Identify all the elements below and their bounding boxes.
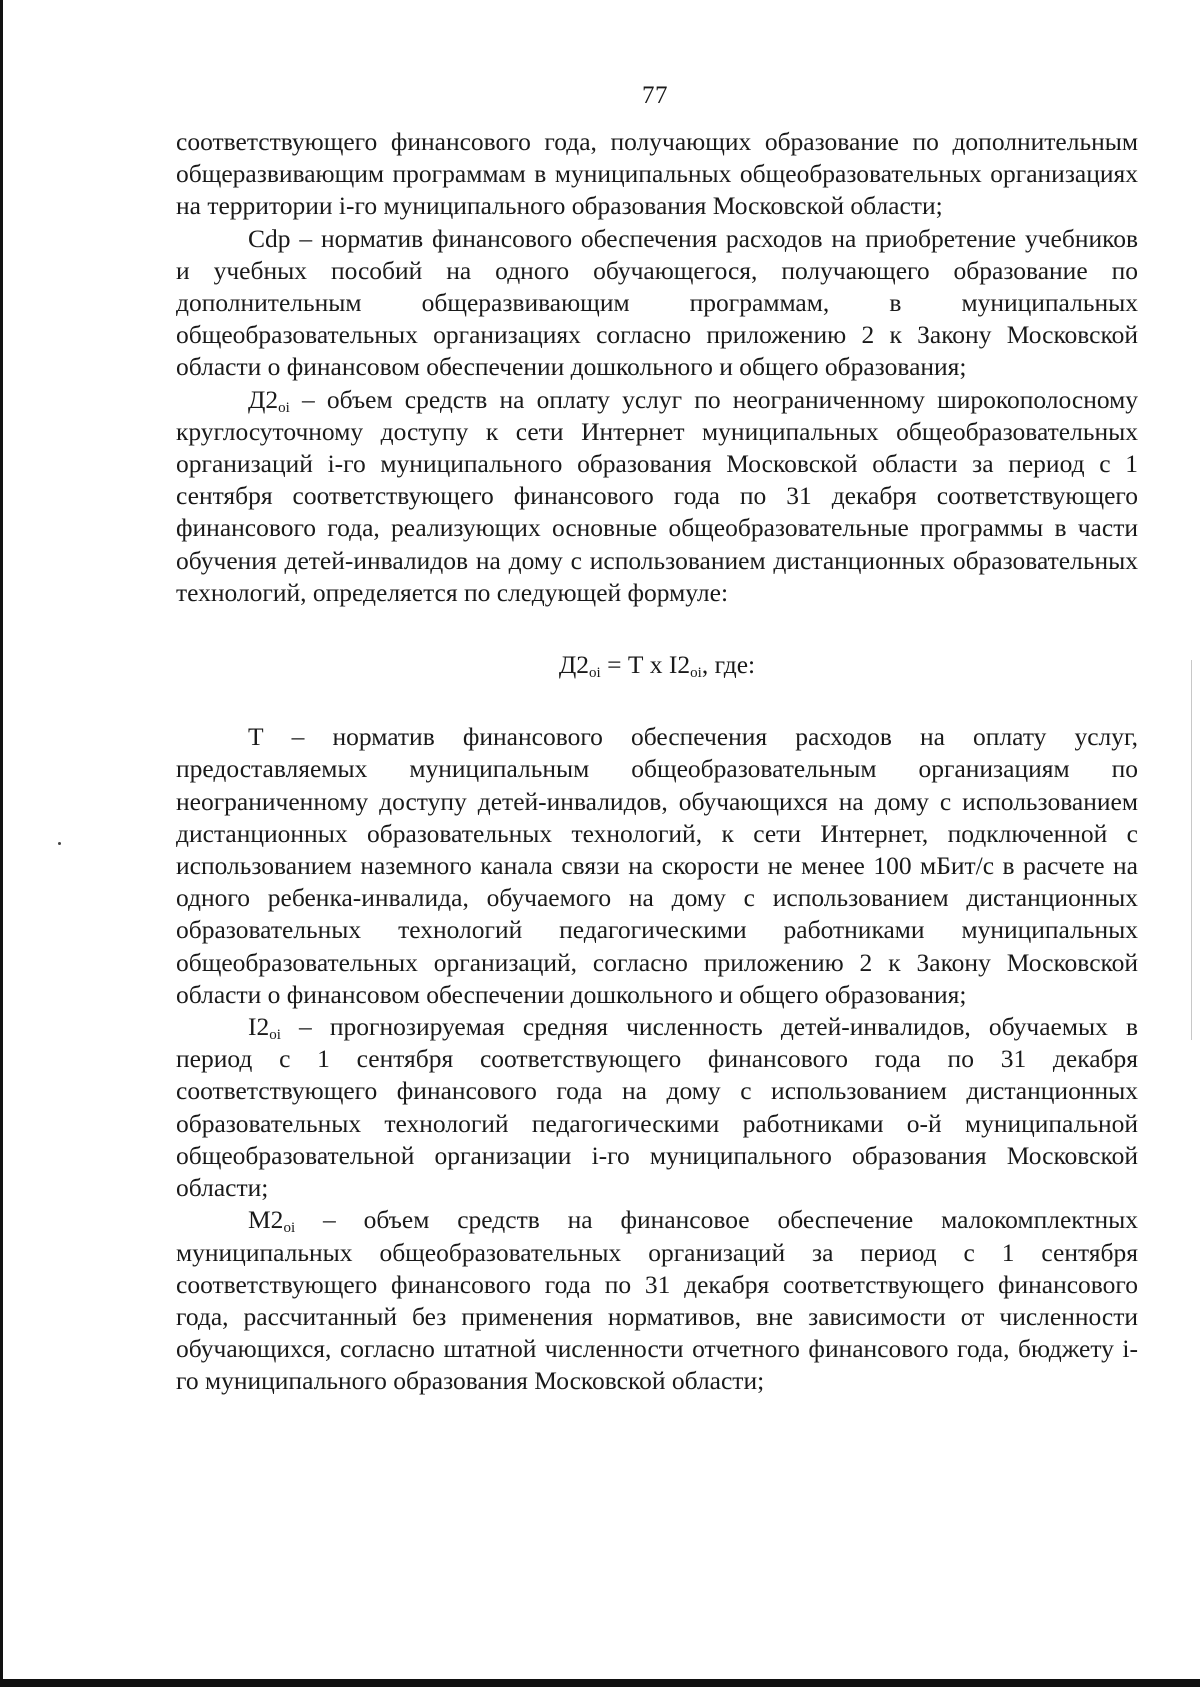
term-m2-subscript: oi — [283, 1220, 296, 1237]
document-body — [176, 126, 1138, 1398]
term-d2: Д2 — [248, 384, 279, 414]
formula-lhs-subscript: oi — [589, 665, 601, 682]
scan-border-left — [0, 0, 3, 1687]
term-i2-subscript: oi — [269, 1027, 281, 1044]
paragraph-cdp-definition: Cdp – норматив финансового обеспечения расходов на приобретение учебников и учебных пособий на одного обучающегося, получающего образование по дополнительным общеразвивающим программам, в муниципальных общеобразовательных организациях согласно приложению 2 к Закону Московской области о финансовом обеспечении дошкольного и общего образования; — [176, 223, 1138, 382]
scan-border-right — [1191, 660, 1192, 1040]
scan-border-bottom — [0, 1679, 1200, 1687]
term-m2: М2 — [248, 1205, 284, 1235]
scan-speck — [58, 842, 61, 845]
formula-lhs: Д2 — [558, 650, 590, 680]
formula-d2 — [176, 649, 1138, 681]
paragraph-m2-definition — [176, 1204, 1138, 1397]
paragraph-m2-text: – объем средств на финансовое обеспечение малокомплектных муниципальных общеобразовательных организаций за период с 1 сентября соответствующего финансового года по 31 декабря соответствующего финансового года, рассчитанный без применения нормативов, вне зависимости от численности обучающихся, согласно штатной численности отчетного финансового года, бюджету i-го муниципального образования Московской области; — [176, 1205, 1138, 1396]
paragraph-d2-text: – объем средств на оплату услуг по неограниченному широкополосному круглосуточному доступу к сети Интернет муниципальных общеобразовательных организаций i-го муниципального образования Московской области за период с 1 сентября соответствующего финансового года по 31 декабря соответствующего финансового года, реализующих основные общеобразовательные программы в части обучения детей-инвалидов на дому с использованием дистанционных образовательных технологий, определяется по следующей формуле: — [176, 384, 1138, 607]
page-number: 77 — [642, 82, 668, 109]
paragraph-i2-text: – прогнозируемая средняя численность детей-инвалидов, обучаемых в период с 1 сентября соответствующего финансового года по 31 декабря соответствующего финансового года на дому с использованием дистанционных образовательных технологий педагогическими работниками о-й муниципальной общеобразовательной организации i-го муниципального образования Московской области; — [176, 1012, 1138, 1203]
paragraph-d2-definition — [176, 384, 1138, 609]
formula-middle: = Т х I2 — [600, 650, 691, 680]
formula-rhs-subscript: oi — [690, 665, 702, 682]
term-i2: I2 — [248, 1012, 270, 1042]
paragraph-i2-definition — [176, 1011, 1138, 1204]
paragraph-t-definition: Т – норматив финансового обеспечения расходов на оплату услуг, предоставляемых муниципальным общеобразовательным организациям по неограниченному доступу детей-инвалидов, обучающихся на дому с использованием дистанционных образовательных технологий, к сети Интернет, подключенной с использованием наземного канала связи на скорости не менее 100 мБит/с в расчете на одного ребенка-инвалида, обучаемого на дому с использованием дистанционных образовательных технологий педагогическими работниками муниципальных общеобразовательных организаций, согласно приложению 2 к Закону Московской области о финансовом обеспечении дошкольного и общего образования; — [176, 722, 1138, 1009]
term-d2-subscript: oi — [278, 399, 290, 416]
formula-tail: , где: — [701, 650, 756, 680]
paragraph-continuation: соответствующего финансового года, получающих образование по дополнительным общеразвивающим программам в муниципальных общеобразовательных организациях на территории i-го муниципального образования Московской области; — [176, 127, 1138, 221]
